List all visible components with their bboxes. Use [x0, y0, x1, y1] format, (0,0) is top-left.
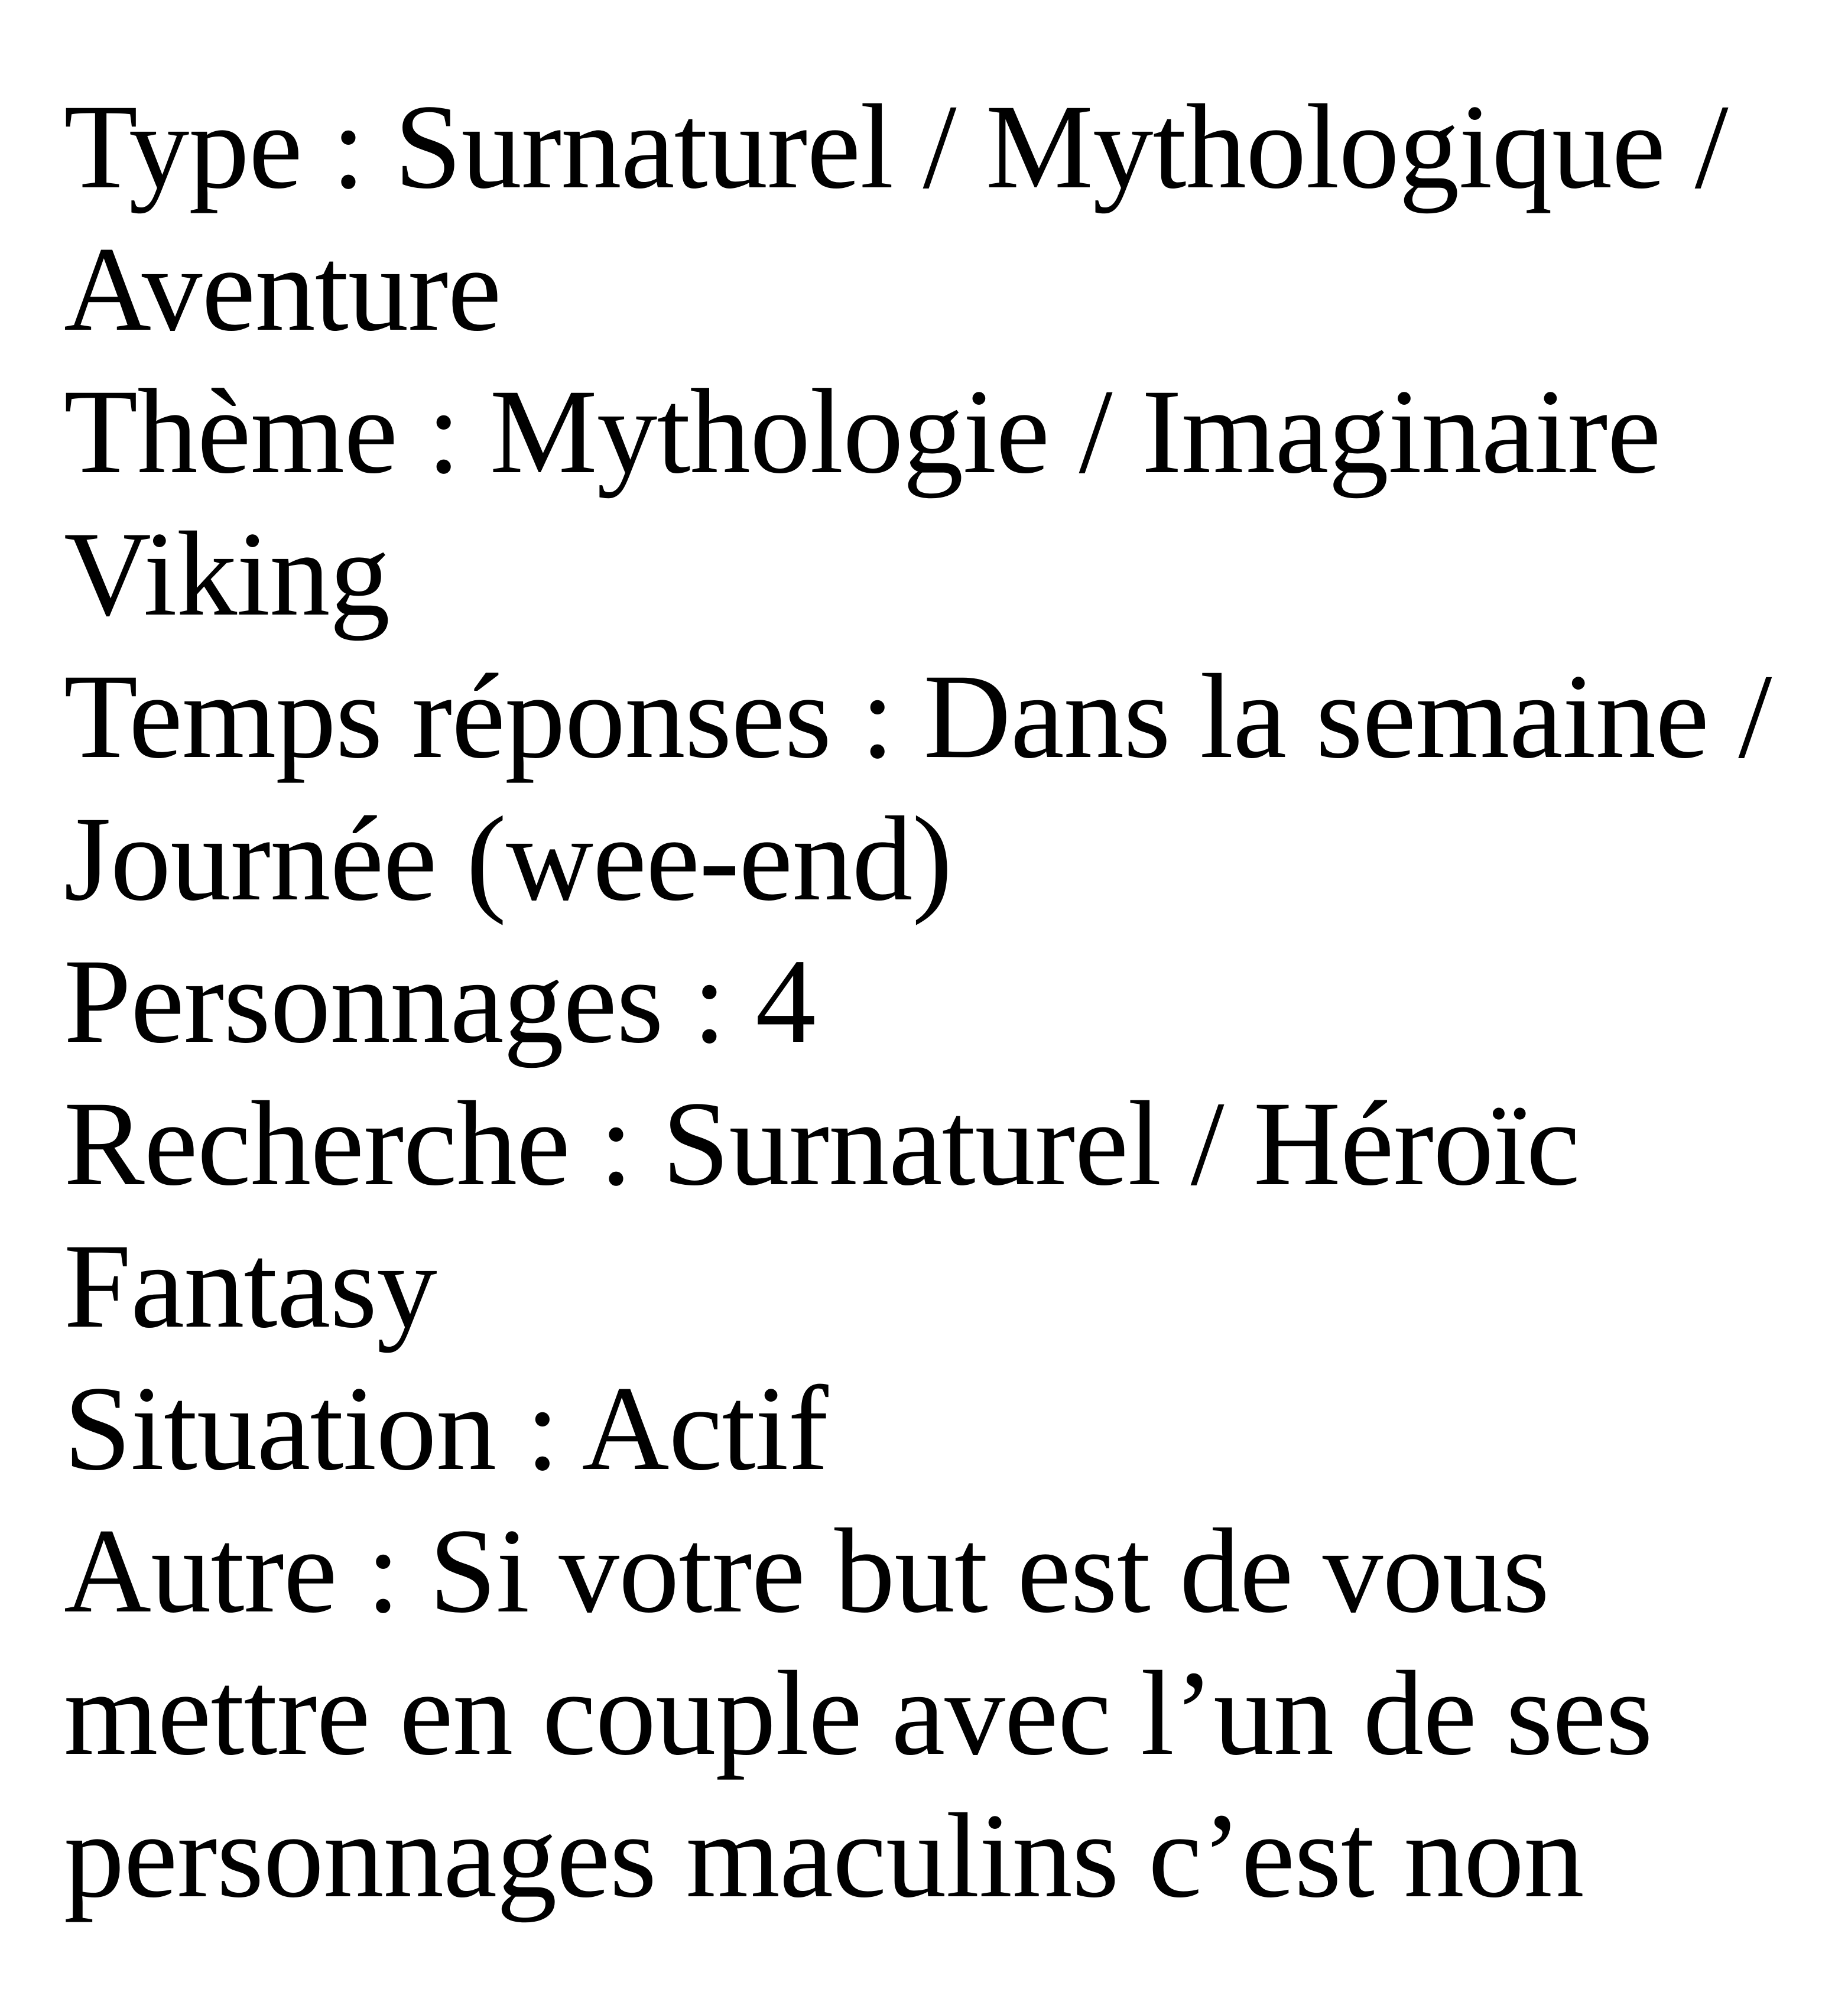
theme-line-continued: Viking: [64, 507, 390, 641]
search-line: Recherche : Surnaturel / Héroïc: [64, 1077, 1580, 1211]
response-time-line-continued: Journée (wee-end): [64, 792, 952, 926]
status-line: Situation : Actif: [64, 1361, 828, 1496]
theme-line: Thème : Mythologie / Imaginaire: [64, 365, 1661, 499]
other-line-continued-1: mettre en couple avec l’un de ses: [64, 1646, 1652, 1780]
other-line: Autre : Si votre but est de vous: [64, 1504, 1550, 1638]
type-line: Type : Surnaturel / Mythologique /: [64, 80, 1728, 214]
search-line-continued: Fantasy: [64, 1219, 437, 1353]
characters-line: Personnages : 4: [64, 934, 816, 1068]
type-line-continued: Aventure: [64, 222, 501, 356]
document-text-block: [64, 76, 1813, 1927]
other-line-continued-2: personnages maculins c’est non: [64, 1789, 1584, 1923]
response-time-line: Temps réponses : Dans la semaine /: [64, 649, 1772, 784]
